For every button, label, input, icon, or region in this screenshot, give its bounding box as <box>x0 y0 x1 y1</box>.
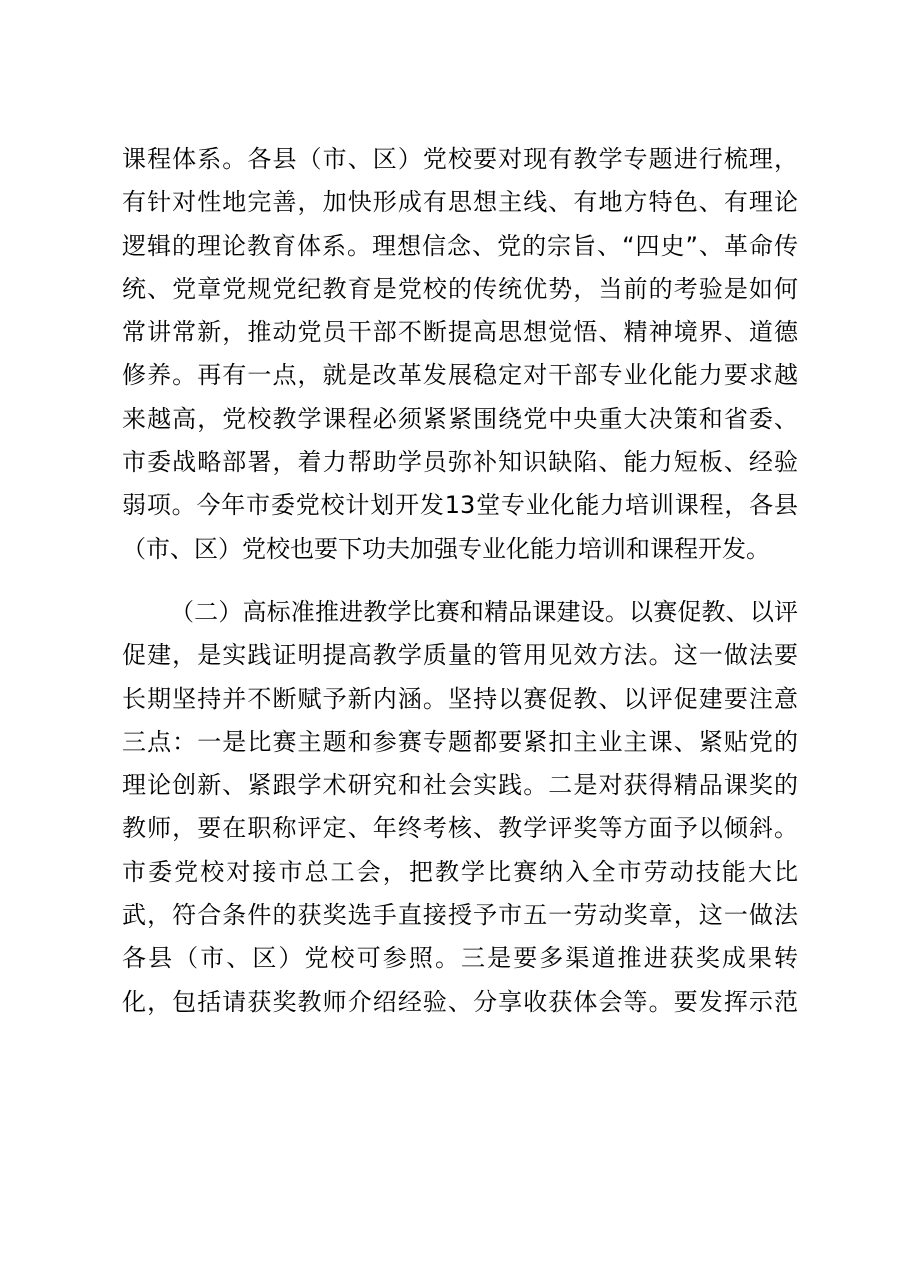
text-line: 促建，是实践证明提高教学质量的管用见效方法。这一做法要 <box>122 641 798 670</box>
text-line: 修养。再有一点，就是改革发展稳定对干部专业化能力要求越 <box>122 361 798 390</box>
text-line: 有针对性地完善，加快形成有思想主线、有地方特色、有理论 <box>122 188 798 217</box>
paragraph-1 <box>122 138 798 571</box>
text-line: 来越高，党校教学课程必须紧紧围绕党中央重大决策和省委、 <box>122 404 798 433</box>
text-line: 弱项。今年市委党校计划开发13堂专业化能力培训课程，各县 <box>122 491 798 520</box>
text-line: （二）高标准推进教学比赛和精品课建设。以赛促教、以评 <box>170 597 798 626</box>
text-line: （市、区）党校也要下功夫加强专业化能力培训和课程开发。 <box>122 534 770 563</box>
text-line: 课程体系。各县（市、区）党校要对现有教学专题进行梳理， <box>122 145 798 173</box>
text-line: 武，符合条件的获奖选手直接授予市五一劳动奖章，这一做法 <box>122 901 798 930</box>
text-line: 统、党章党规党纪教育是党校的传统优势，当前的考验是如何 <box>122 274 798 303</box>
text-line: 市委战略部署，着力帮助学员弥补知识缺陷、能力短板、经验 <box>122 448 798 477</box>
text-line: 理论创新、紧跟学术研究和社会实践。二是对获得精品课奖的 <box>122 771 798 800</box>
text-line: 逻辑的理论教育体系。理想信念、党的宗旨、“四史”、革命传 <box>122 231 798 260</box>
document-body <box>122 138 798 1024</box>
text-line: 市委党校对接市总工会，把教学比赛纳入全市劳动技能大比 <box>122 857 798 886</box>
text-line: 三点：一是比赛主题和参赛专题都要紧扣主业主课、紧贴党的 <box>122 727 798 756</box>
text-line: 长期坚持并不断赋予新内涵。坚持以赛促教、以评促建要注意 <box>122 684 798 713</box>
text-line: 常讲常新，推动党员干部不断提高思想觉悟、精神境界、道德 <box>122 318 798 347</box>
text-line: 教师，要在职称评定、年终考核、教学评奖等方面予以倾斜。 <box>122 814 798 843</box>
text-line: 化，包括请获奖教师介绍经验、分享收获体会等。要发挥示范 <box>122 987 798 1016</box>
text-line: 各县（市、区）党校可参照。三是要多渠道推进获奖成果转 <box>122 944 798 973</box>
paragraph-2 <box>122 591 798 1024</box>
